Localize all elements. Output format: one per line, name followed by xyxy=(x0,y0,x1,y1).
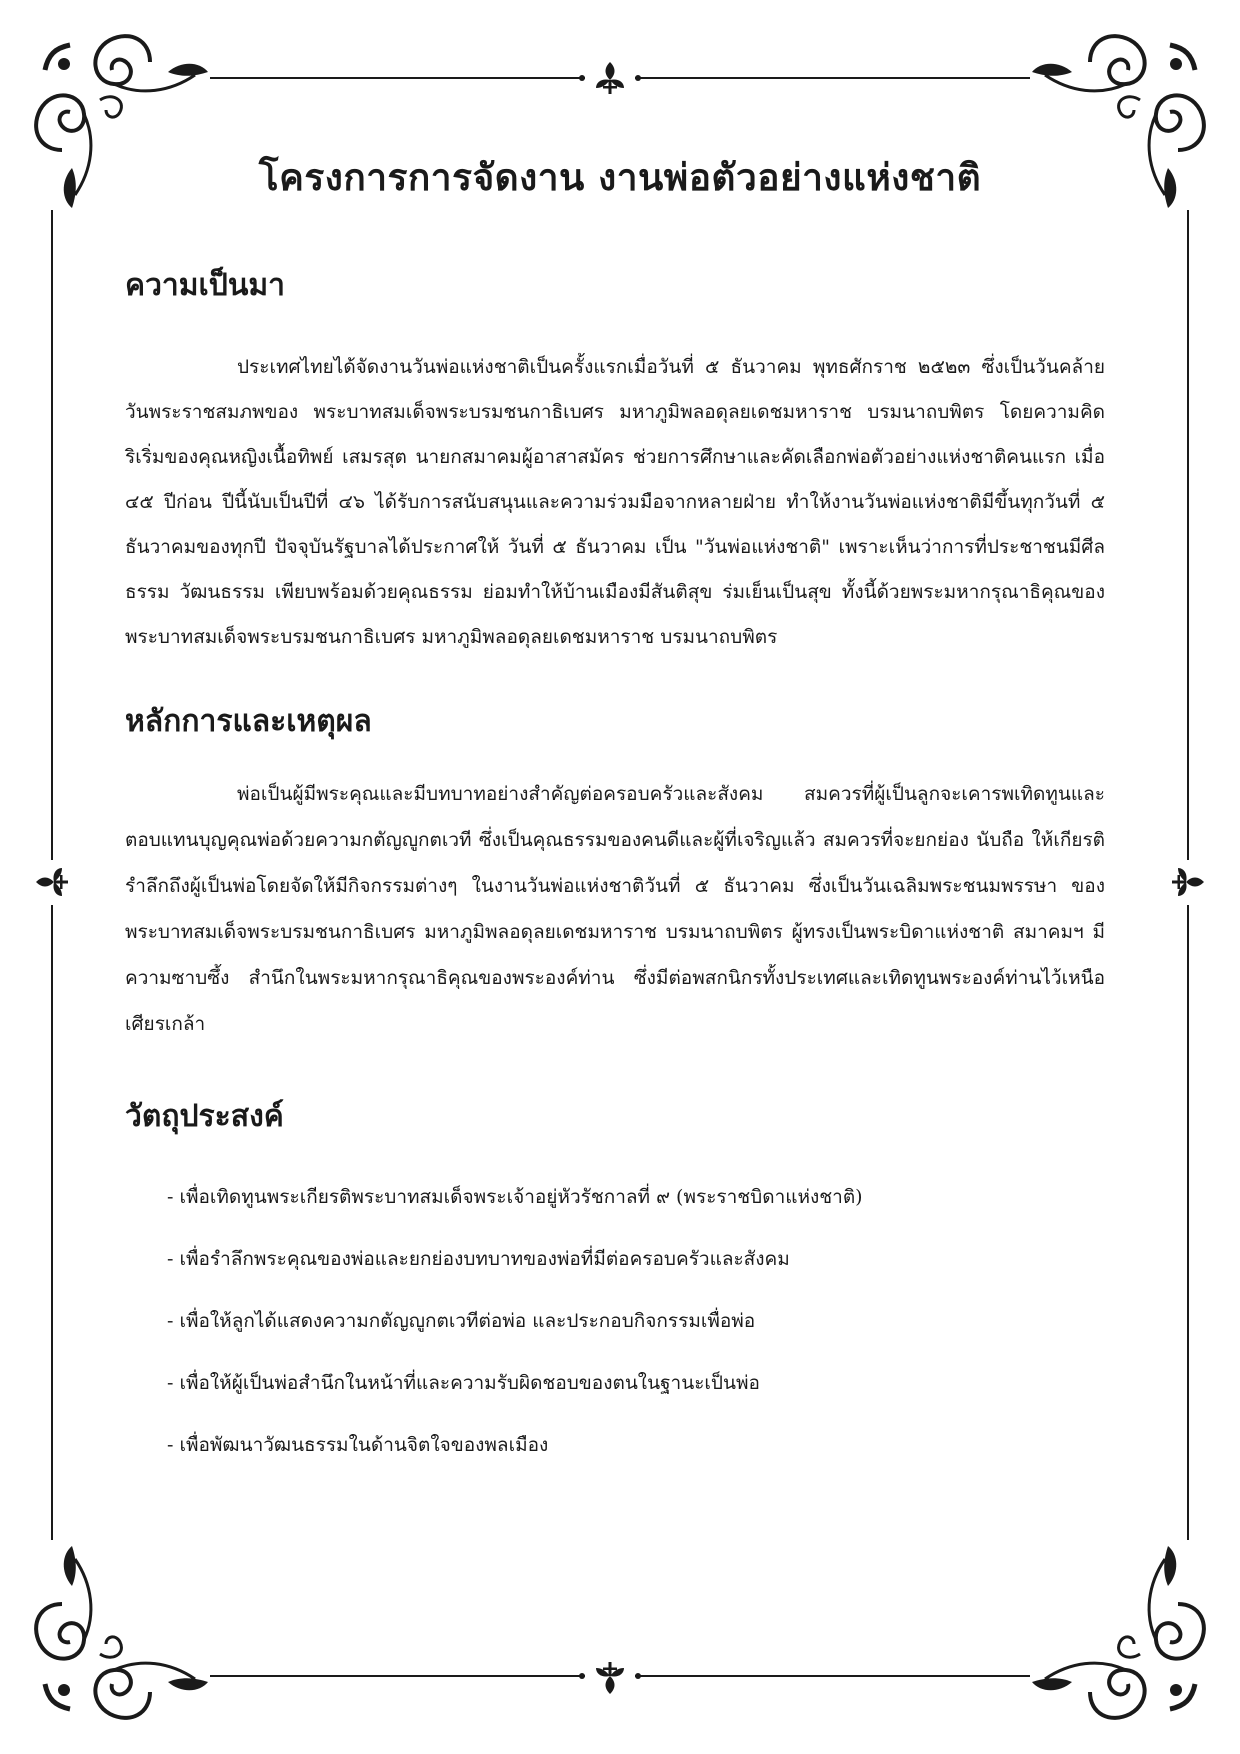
section-body-history: ประเทศไทยได้จัดงานวันพ่อแห่งชาติเป็นครั้งแรกเมื่อวันที่ ๕ ธันวาคม พุทธศักราช ๒๕๒๓ ซึ่งเป็นวันคล้ายวันพระราชสมภพของ พระบาทสมเด็จพระบรมชนกาธิเบศร มหาภูมิพลอดุลยเดชมหาราช บรมนาถบพิตร โดยความคิดริเริ่มของคุณหญิงเนื้อทิพย์ เสมรสุต นายกสมาคมผู้อาสาสมัคร ช่วยการศึกษาและคัดเลือกพ่อตัวอย่างแห่งชาติคนแรก เมื่อ ๔๕ ปีก่อน ปีนี้นับเป็นปีที่ ๔๖ ได้รับการสนับสนุนและความร่วมมือจากหลายฝ่าย ทำให้งานวันพ่อแห่งชาติมีขึ้นทุกวันที่ ๕ ธันวาคมของทุกปี ปัจจุบันรัฐบาลได้ประกาศให้ วันที่ ๕ ธันวาคม เป็น "วันพ่อแห่งชาติ" เพราะเห็นว่าการที่ประชาชนมีศีลธรรม วัฒนธรรม เพียบพร้อมด้วยคุณธรรม ย่อมทำให้บ้านเมืองมีสันติสุข ร่มเย็นเป็นสุข ทั้งนี้ด้วยพระมหากรุณาธิคุณของพระบาทสมเด็จพระบรมชนกาธิเบศร มหาภูมิพลอดุลยเดชมหาราช บรมนาถบพิตร xyxy=(125,356,1105,648)
list-item: - เพื่อพัฒนาวัฒนธรรมในด้านจิตใจของพลเมือง xyxy=(167,1434,549,1456)
fleur-de-lis-icon xyxy=(36,868,68,896)
fleur-de-lis-icon xyxy=(1172,868,1204,896)
section-body-principle: พ่อเป็นผู้มีพระคุณและมีบทบาทอย่างสำคัญต่อครอบครัวและสังคม สมควรที่ผู้เป็นลูกจะเคารพเทิดทูนและตอบแทนบุญคุณพ่อด้วยความกตัญญูกตเวที ซึ่งเป็นคุณธรรมของคนดีและผู้ที่เจริญแล้ว สมควรที่จะยกย่อง นับถือ ให้เกียรติรำลึกถึงผู้เป็นพ่อโดยจัดให้มีกิจกรรมต่างๆ ในงานวันพ่อแห่งชาติวันที่ ๕ ธันวาคม ซึ่งเป็นวันเฉลิมพระชนมพรรษา ของพระบาทสมเด็จพระบรมชนกาธิเบศร มหาภูมิพลอดุลยเดชมหาราช บรมนาถบพิตร ผู้ทรงเป็นพระบิดาแห่งชาติ สมาคมฯ มีความซาบซึ้ง สำนึกในพระมหากรุณาธิคุณของพระองค์ท่าน ซึ่งมีต่อพสกนิกรทั้งประเทศและเทิดทูนพระองค์ท่านไว้เหนือเศียรเกล้า xyxy=(125,783,1105,1035)
list-item: - เพื่อรำลึกพระคุณของพ่อและยกย่องบทบาทของพ่อที่มีต่อครอบครัวและสังคม xyxy=(167,1248,790,1270)
fleur-de-lis-icon xyxy=(596,1662,624,1694)
section-heading-principle: หลักการและเหตุผล xyxy=(125,704,372,739)
list-item: - เพื่อเทิดทูนพระเกียรติพระบาทสมเด็จพระเจ้าอยู่หัวรัชกาลที่ ๙ (พระราชบิดาแห่งชาติ) xyxy=(167,1186,863,1208)
list-item: - เพื่อให้ผู้เป็นพ่อสำนึกในหน้าที่และความรับผิดชอบของตนในฐานะเป็นพ่อ xyxy=(167,1372,760,1394)
corner-scroll-ornament-icon xyxy=(1032,1546,1204,1718)
section-heading-objectives: วัตถุประสงค์ xyxy=(125,1099,284,1134)
fleur-de-lis-icon xyxy=(596,62,624,94)
objectives-list xyxy=(167,1166,1115,1476)
corner-scroll-ornament-icon xyxy=(36,1546,208,1718)
document-body xyxy=(125,130,1115,1476)
document-title: โครงการการจัดงาน งานพ่อตัวอย่างแห่งชาติ xyxy=(258,156,982,199)
section-heading-history: ความเป็นมา xyxy=(125,268,285,303)
list-item: - เพื่อให้ลูกได้แสดงความกตัญญูกตเวทีต่อพ่อ และประกอบกิจกรรมเพื่อพ่อ xyxy=(167,1310,756,1332)
